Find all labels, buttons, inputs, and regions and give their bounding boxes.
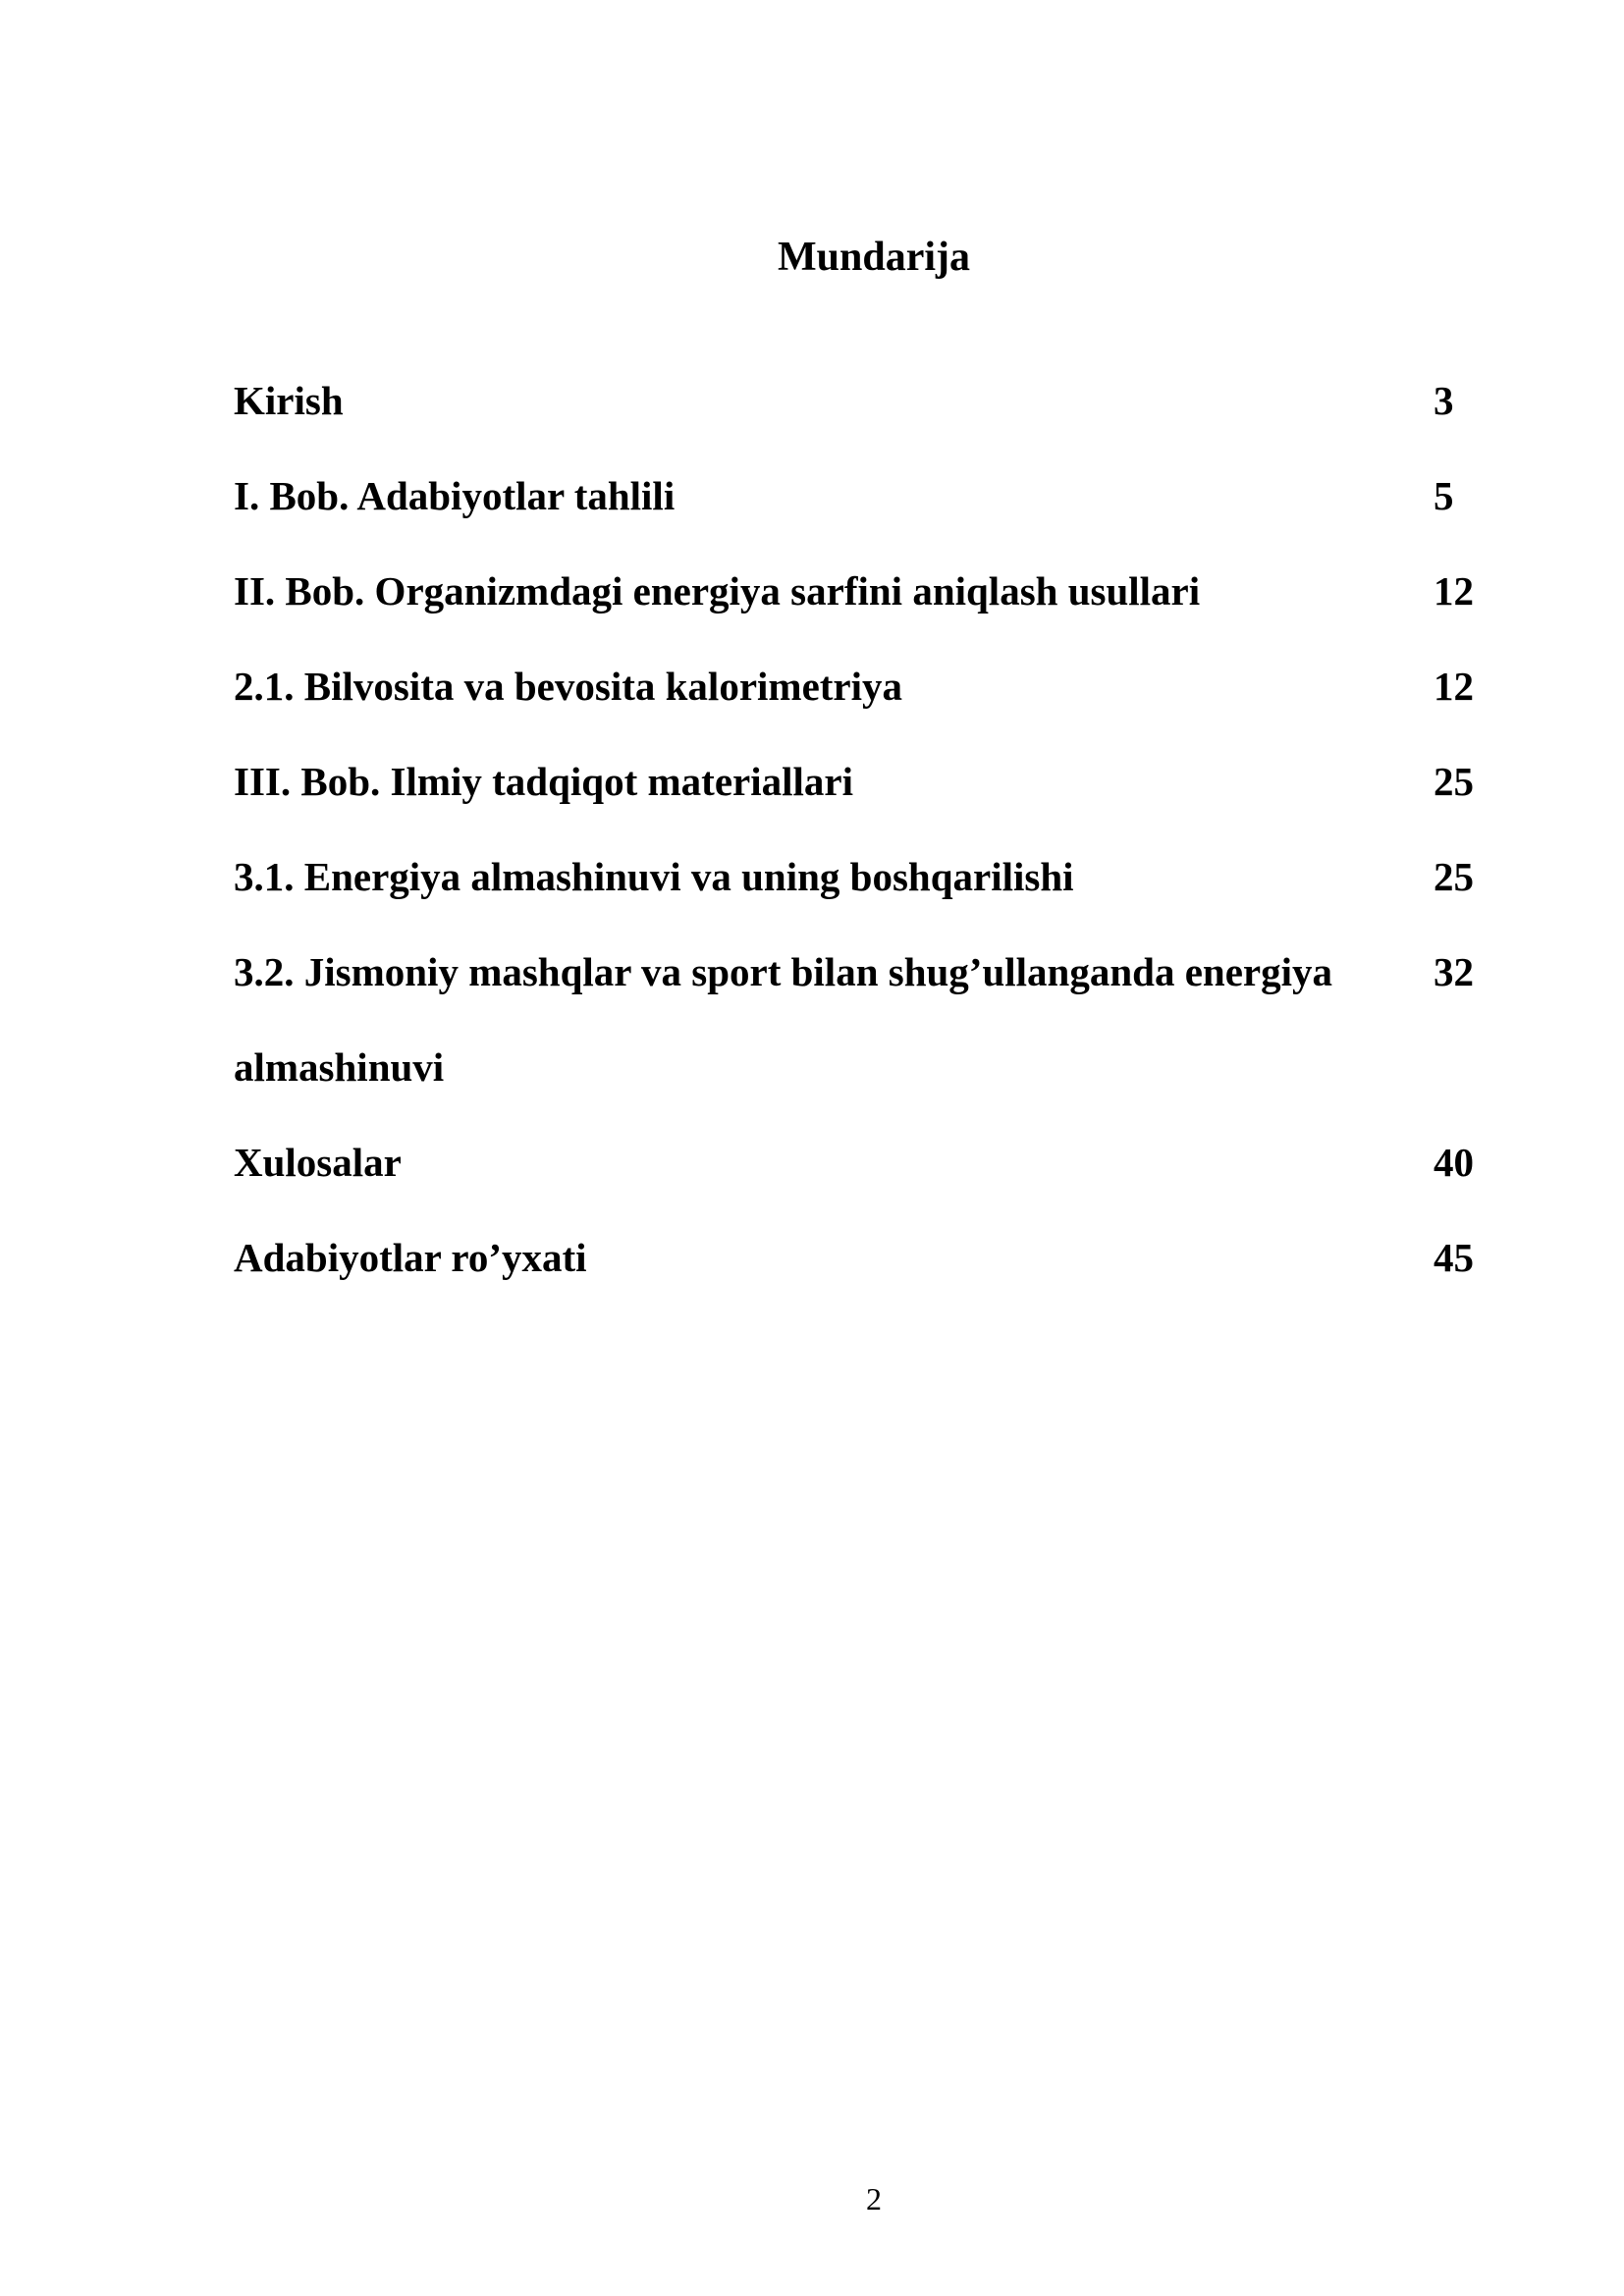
toc-entry-page: 5 [1434,473,1454,518]
toc-entry-label: 3.1. Energiya almashinuvi va uning boshqarilishi [234,854,1074,899]
toc-entry-section-3-2[interactable] [234,944,1481,1040]
toc-entry-page: 40 [1434,1140,1474,1185]
toc-entry-section-3-1[interactable] [234,849,1481,944]
toc-entry-section-2-1[interactable] [234,659,1481,754]
toc-entry-label: Adabiyotlar ro’yxati [234,1235,587,1280]
toc-entry-section-3-2-continued[interactable] [234,1040,1481,1135]
toc-entry-label: 3.2. Jismoniy mashqlar va sport bilan shug’ullanganda energiya [234,949,1332,994]
toc-entry-chapter-2[interactable] [234,563,1481,659]
toc-entry-chapter-1[interactable] [234,468,1481,563]
toc-entry-chapter-3[interactable] [234,754,1481,849]
page-title: Mundarija [777,235,970,280]
toc-entry-label: almashinuvi [234,1044,445,1090]
toc-entry-xulosalar[interactable] [234,1135,1481,1230]
toc-entry-label: Kirish [234,378,344,423]
toc-entry-label: II. Bob. Organizmdagi energiya sarfini aniqlash usullari [234,568,1201,614]
toc-entry-label: III. Bob. Ilmiy tadqiqot materiallari [234,759,853,804]
page-number: 2 [866,2181,882,2216]
toc-entry-kirish[interactable] [234,373,1481,468]
toc-entry-page: 32 [1434,949,1474,994]
toc-entry-page: 45 [1434,1235,1474,1280]
table-of-contents [234,373,1481,1325]
toc-entry-page: 12 [1434,664,1474,709]
toc-entry-label: I. Bob. Adabiyotlar tahlili [234,473,676,518]
toc-entry-page: 12 [1434,568,1474,614]
toc-entry-bibliography[interactable] [234,1230,1481,1325]
toc-entry-label: 2.1. Bilvosita va bevosita kalorimetriya [234,664,903,709]
toc-entry-page: 3 [1434,378,1454,423]
toc-entry-page: 25 [1434,759,1474,804]
toc-entry-label: Xulosalar [234,1140,402,1185]
toc-entry-page: 25 [1434,854,1474,899]
